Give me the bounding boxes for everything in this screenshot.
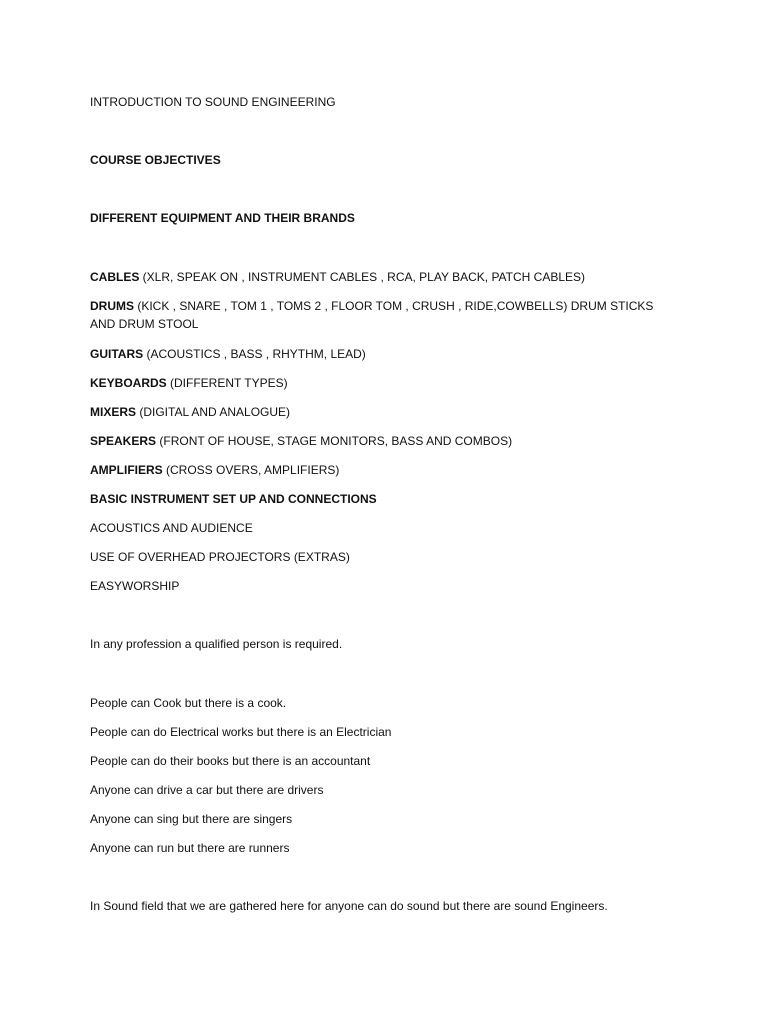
document-title: INTRODUCTION TO SOUND ENGINEERING [90,95,336,109]
equipment-item-amplifiers [90,461,690,479]
equipment-item-speakers [90,432,690,450]
item-detail: (ACOUSTICS , BASS , RHYTHM, LEAD) [143,347,366,361]
equipment-item-drums [90,297,670,333]
example-line: Anyone can drive a car but there are drivers [90,783,324,797]
item-label: KEYBOARDS [90,376,167,390]
acoustics-line: ACOUSTICS AND AUDIENCE [90,521,253,535]
example-line: Anyone can run but there are runners [90,841,290,855]
item-label: AMPLIFIERS [90,463,163,477]
item-label: GUITARS [90,347,144,361]
item-label: SPEAKERS [90,434,157,448]
item-detail: (DIGITAL AND ANALOGUE) [136,405,291,419]
item-label: DRUMS [90,299,134,313]
item-detail: (XLR, SPEAK ON , INSTRUMENT CABLES , RCA, PLAY BACK, PATCH CABLES) [139,270,586,284]
item-label: MIXERS [90,405,137,419]
item-detail: (DIFFERENT TYPES) [166,376,288,390]
item-detail: (KICK , SNARE , TOM 1 , TOMS 2 , FLOOR TOM , CRUSH , RIDE,COWBELLS) DRUM STICKS AND DRUM STOOL [90,299,654,331]
equipment-item-keyboards [90,374,690,392]
example-line: People can do Electrical works but there is an Electrician [90,725,392,739]
easyworship-line: EASYWORSHIP [90,579,180,593]
equipment-heading: DIFFERENT EQUIPMENT AND THEIR BRANDS [90,211,355,225]
example-line: Anyone can sing but there are singers [90,812,293,826]
example-line: People can do their books but there is an accountant [90,754,371,768]
equipment-item-guitars [90,345,690,363]
conclusion-paragraph: In Sound field that we are gathered here for anyone can do sound but there are sound Engineers. [90,899,608,913]
equipment-item-cables [90,268,690,286]
item-detail: (FRONT OF HOUSE, STAGE MONITORS, BASS AND COMBOS) [156,434,513,448]
qualified-paragraph: In any profession a qualified person is required. [90,637,343,651]
equipment-item-mixers [90,403,690,421]
projectors-line: USE OF OVERHEAD PROJECTORS (EXTRAS) [90,550,350,564]
course-objectives-heading: COURSE OBJECTIVES [90,153,221,167]
item-detail: (CROSS OVERS, AMPLIFIERS) [162,463,340,477]
item-label: CABLES [90,270,140,284]
example-line: People can Cook but there is a cook. [90,696,287,710]
basic-setup-heading: BASIC INSTRUMENT SET UP AND CONNECTIONS [90,492,377,506]
